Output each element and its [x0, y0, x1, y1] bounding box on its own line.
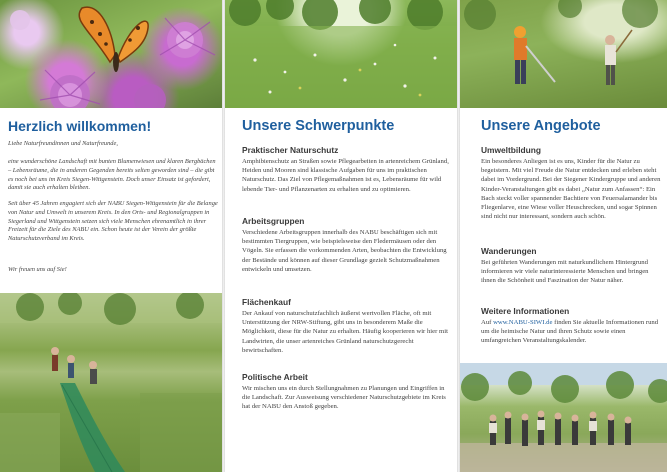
section-land-purchase	[242, 297, 454, 355]
volunteer-figure-2	[605, 30, 632, 85]
section-heading: Praktischer Naturschutz	[242, 145, 339, 155]
info-text-end: finden Sie aktuelle Informationen rund um die heimische Natur und ihren Schutz sowie einen umfangreichen Veranstaltungskalender.	[481, 319, 659, 345]
section-practical-conservation	[242, 145, 454, 194]
section-heading: Arbeitsgruppen	[242, 216, 305, 226]
section-heading: Weitere Informationen	[481, 306, 570, 316]
section-text: Ein besonderes Anliegen ist es uns, Kinder für die Natur zu begeistern. Mit viel Freude die Natur entdecken und erleben steht dabei im Vordergrund. Bei der Siegener Kindergruppe und anderen Kinder-Veranstaltungen gibt es dabei „Natur zum Anfassen“: Ein Bach steckt voller spannender Bachtiere von Feuersalamander bis Fliegenlarve, eine Wiese voller Heuschrecken, und sogar Spinnen sind nicht nur interessant, sondern auch schön.	[481, 158, 661, 221]
group-hike-photo	[460, 363, 667, 472]
section-political-work	[242, 372, 454, 412]
section-text	[481, 318, 665, 346]
focus-heading: Unsere Schwerpunkte	[242, 118, 395, 134]
section-working-groups	[242, 216, 454, 274]
section-heading: Politische Arbeit	[242, 372, 308, 382]
section-text: Amphibienschutz an Straßen sowie Pflegearbeiten in artenreichem Grünland, Heiden und Mooren sind klassische Aufgaben für uns im praktischen Naturschutz. Das Ziel von Pflegemaßnahmen ist es, Lebensräume für wild lebende Tier- und Pflanzenarten zu erhalten und zu optimieren.	[242, 158, 449, 193]
panel-offers	[460, 0, 667, 472]
intro-paragraph-nabu: Seit über 45 Jahren engagiert sich der NABU Siegen-Wittgenstein für die Belange von Natur und Umwelt in unserem Kreis. In den Orts- und Regionalgruppen in Siegerland und Wittgenstein setzen sich viele Menschen ehrenamtlich in ihrer Freizeit für die Ziele des NABU ein. Schon heute ist der Verein der größte Naturschutzverband im Kreis.	[8, 200, 218, 243]
mowing-volunteers-photo	[460, 0, 667, 108]
welcome-heading: Herzlich willkommen!	[8, 118, 152, 134]
section-text: Der Ankauf von naturschutzfachlich äußerst wertvollen Fläche, oft mit Unterstützung der NRW-Stiftung, gibt uns in besonderem Maße die Möglichkeit, diese für die Natur zu erhalten. Häufig kooperieren wir hier mit Landwirten, die unser artenreiches Grünland naturschutzgerecht bewirtschaften.	[242, 310, 448, 354]
section-text: Wir mischen uns ein durch Stellungnahmen zu Planungen und Eingriffen in die Landschaft. Zur Ausweisung verschiedener Naturschutzgebiete im Kreis hat der NABU den Anstoß gegeben.	[242, 385, 446, 411]
info-text-start: Auf	[481, 319, 494, 326]
butterfly-photo	[0, 0, 222, 108]
hikers-group	[489, 411, 632, 447]
section-text: Bei geführten Wanderungen mit naturkundlichem Hintergrund informieren wir viele naturinteressierte Menschen und bringen ihnen die Schönheit und Faszination der Natur näher.	[481, 259, 649, 285]
section-hikes	[481, 246, 665, 286]
wetland-work-photo	[0, 293, 222, 472]
workers-figures	[51, 347, 97, 384]
butterfly-shape	[79, 7, 148, 72]
meadow-photo	[225, 0, 457, 108]
section-heading: Umweltbildung	[481, 145, 542, 155]
intro-paragraph-landscape: eine wunderschöne Landschaft mit bunten Blumenwiesen und klaren Bergbächen – Lebensräume, die in anderen Gegenden bereits selten geworden sind – die gibt es noch bei uns im Kreis Siegen-Wittgenstein. Doch unser Einsatz ist gefordert, damit sie auch erhalten bleiben.	[8, 158, 216, 192]
section-heading: Wanderungen	[481, 246, 537, 256]
section-more-info	[481, 306, 665, 346]
section-heading: Flächenkauf	[242, 297, 291, 307]
intro-greeting: Liebe Naturfreundinnen und Naturfreunde,	[8, 140, 118, 147]
section-environmental-education	[481, 145, 665, 221]
offers-heading: Unsere Angebote	[481, 118, 601, 134]
volunteer-figure	[514, 26, 555, 84]
section-text: Verschiedene Arbeitsgruppen innerhalb des NABU beschäftigen sich mit bestimmten Tiergruppen, wie beispielsweise den Fledermäusen oder den Vögeln. Sie erfassen die vorkommenden Arten, beobachten die Entwicklung der Bestände und können auf dieser Grundlage gezielt Schutzmaßnahmen entwickeln und umsetzen.	[242, 229, 447, 273]
website-link[interactable]: www.NABU-SIWI.de	[493, 319, 553, 326]
panel-focus	[225, 0, 457, 472]
panel-welcome	[0, 0, 222, 472]
intro-closing: Wir freuen uns auf Sie!	[8, 266, 67, 273]
